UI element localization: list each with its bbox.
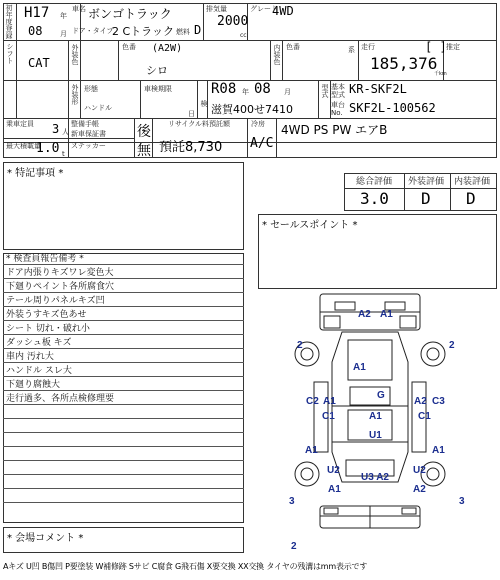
mark-a1-bottom-left: A1	[328, 484, 341, 495]
mark-tire-rr: 3	[459, 496, 465, 507]
shift-label: シフト	[6, 43, 14, 64]
mark-a1-right-lower: A1	[432, 445, 445, 456]
mark-a1-hood: A1	[353, 362, 366, 373]
sticker-label: ステッカー	[71, 142, 106, 150]
divider	[16, 3, 17, 118]
inspection-month: 08	[254, 81, 271, 97]
recycle-label: リサイクル料預託額	[168, 120, 231, 128]
damage-legend: Aキズ U凹 B傷凹 P要塗装 W補修跡 Sサビ C腐食 G飛石傷 X要交換 XX交換 タイヤの残溝はmm表示です	[3, 562, 368, 571]
mark-g-roof: G	[377, 390, 385, 401]
mileage-label: 走行	[361, 43, 375, 51]
exterior-color-side-label: 外装色	[71, 44, 79, 65]
note-line-empty	[3, 477, 244, 489]
max-load-label: 最大積載量	[6, 142, 41, 150]
divider	[318, 80, 319, 118]
mark-c3-right: C3	[432, 396, 445, 407]
recycle-fee: 預託8,730	[159, 140, 223, 155]
model-label: 基本型式	[331, 83, 345, 99]
inspection-year: R08	[211, 81, 237, 97]
max-load-unit: t	[62, 150, 65, 158]
mark-a1-left: A1	[323, 396, 336, 407]
divider	[207, 80, 208, 118]
mark-c1-right: C1	[418, 411, 431, 422]
note-line-8: ハンドル スレ大	[3, 365, 244, 377]
divider	[282, 40, 283, 80]
note-line-5: シート 切れ・破れ小	[3, 323, 244, 335]
note-line-4: 外装うすキズ色あせ	[3, 309, 244, 321]
note-line-9: 下廻り腐蝕大	[3, 379, 244, 391]
mark-a1-left-lower: A1	[305, 445, 318, 456]
divider	[3, 40, 497, 41]
fuel-label: 燃料	[176, 28, 190, 36]
maintenance-book-label: 整備手帳	[71, 120, 99, 128]
divider	[118, 40, 119, 80]
note-line-empty	[3, 435, 244, 447]
interior-color-side-label: 内装色	[273, 44, 281, 65]
displacement-unit: cc	[240, 32, 247, 39]
certified-label: 推定	[446, 43, 460, 51]
displacement-label: 排気量	[206, 5, 227, 13]
mark-tire-rl: 3	[289, 496, 295, 507]
mark-tire-bottom: 2	[291, 541, 297, 552]
note-line-empty	[3, 491, 244, 503]
door-type-label: ドア・タイプ	[72, 27, 114, 35]
sticker: 無	[137, 143, 151, 159]
mark-c2-left: C2	[306, 396, 319, 407]
mark-a2-top-left: A2	[358, 309, 371, 320]
mark-a2-bottom-right: A2	[413, 484, 426, 495]
capacity-label: 乗車定員	[6, 120, 34, 128]
model-side-label: 型式	[321, 84, 329, 98]
interior-rating: D	[466, 189, 476, 208]
warranty-label: 新車保証書	[71, 130, 106, 138]
mileage-value: 185,376	[370, 54, 438, 73]
exterior-color-code: (A2W)	[152, 43, 183, 54]
car-name: ボンゴトラック	[88, 7, 172, 21]
grade: 4WD	[272, 4, 294, 18]
divider	[197, 80, 198, 118]
mileage-bracket: [ ]	[425, 40, 447, 54]
overall-rating: 3.0	[360, 189, 389, 208]
max-load: 1.0	[36, 141, 60, 156]
shift: CAT	[28, 56, 50, 70]
divider	[140, 80, 141, 118]
divider	[203, 3, 204, 40]
month-unit: 月	[60, 30, 67, 38]
divider	[3, 80, 497, 81]
fuel: D	[194, 23, 202, 37]
mark-u2-right: U2	[413, 465, 426, 476]
maintenance-book: 後	[137, 124, 151, 140]
inspection-year-unit: 年	[242, 88, 249, 96]
inspector-notes-title: * 検査員報告備考 *	[3, 253, 244, 265]
mark-u3-a2: U3 A2	[361, 472, 389, 483]
exterior-color-name: シロ	[146, 64, 168, 77]
capacity: 3	[52, 122, 60, 136]
note-line-empty	[3, 449, 244, 461]
note-line-empty	[3, 421, 244, 433]
chassis-number: SKF2L-100562	[349, 101, 436, 115]
note-line-2: 下廻りペイント各所腐食穴	[3, 281, 244, 293]
note-line-empty	[3, 463, 244, 475]
special-notes-title: * 特記事項 *	[7, 168, 64, 179]
registration-year: H17	[24, 5, 50, 21]
note-line-empty	[3, 505, 244, 517]
car-name-label: 車名	[72, 5, 86, 13]
divider	[68, 40, 69, 118]
divider	[80, 3, 81, 118]
sales-point-title: * セールスポイント *	[262, 220, 358, 231]
handle-label: ハンドル	[84, 104, 112, 112]
exterior-rating-label: 外装評価	[408, 177, 445, 187]
chassis-label: 車台No.	[331, 101, 345, 117]
capacity-unit: 人	[62, 128, 69, 136]
mark-u2-left: U2	[327, 465, 340, 476]
shape-label: 形態	[84, 85, 98, 93]
overall-rating-label: 総合評価	[356, 177, 393, 187]
mark-tire-fr: 2	[449, 340, 455, 351]
exterior-rating: D	[421, 189, 431, 208]
car-damage-diagram	[280, 292, 460, 554]
inspection-side-label: 検	[200, 100, 208, 107]
interior-color-suffix: 系	[348, 46, 355, 54]
note-line-3: テール周りパネルキズ凹	[3, 295, 244, 307]
mark-tire-fl: 2	[297, 340, 303, 351]
note-line-1: ドア内張りキズワレ変色大	[3, 267, 244, 279]
note-line-empty	[3, 407, 244, 419]
interior-color-label: 色番	[286, 43, 300, 51]
license-plate: 滋賀400せ7410	[211, 103, 293, 116]
aircon-label: 冷房	[251, 120, 265, 128]
mark-a1-top-right: A1	[380, 309, 393, 320]
first-registration-label: 初年度登録	[5, 4, 13, 39]
model: KR-SKF2L	[349, 82, 407, 96]
equipment: 4WD PS PW エアB	[281, 123, 388, 137]
divider	[270, 40, 271, 80]
divider	[358, 40, 359, 80]
exterior-color-label: 色番	[122, 43, 136, 51]
note-line-10: 走行過多、各所点検修理要	[3, 393, 244, 405]
grade-label: グレード	[250, 5, 278, 13]
displacement: 2000	[217, 14, 249, 29]
note-line-6: ダッシュ板 キズ	[3, 337, 244, 349]
door-type: 2 Cトラック	[112, 25, 174, 38]
day-unit: 日	[188, 110, 195, 118]
year-unit: 年	[60, 12, 67, 20]
mark-c1-left: C1	[322, 411, 335, 422]
shape-side-label: 外装形	[71, 84, 79, 105]
mark-a1-center: A1	[369, 411, 382, 422]
registration-month: 08	[28, 24, 43, 38]
aircon: A/C	[250, 136, 274, 151]
note-line-7: 車内 汚れ大	[3, 351, 244, 363]
mark-a2-right: A2	[414, 396, 427, 407]
mileage-unit: 千km	[434, 71, 447, 77]
venue-comment-title: * 会場コメント *	[7, 533, 84, 544]
mark-u1-center: U1	[369, 430, 382, 441]
inspection-label: 車検期限	[144, 85, 172, 93]
interior-rating-label: 内装評価	[454, 177, 491, 187]
inspection-month-unit: 月	[284, 88, 291, 96]
